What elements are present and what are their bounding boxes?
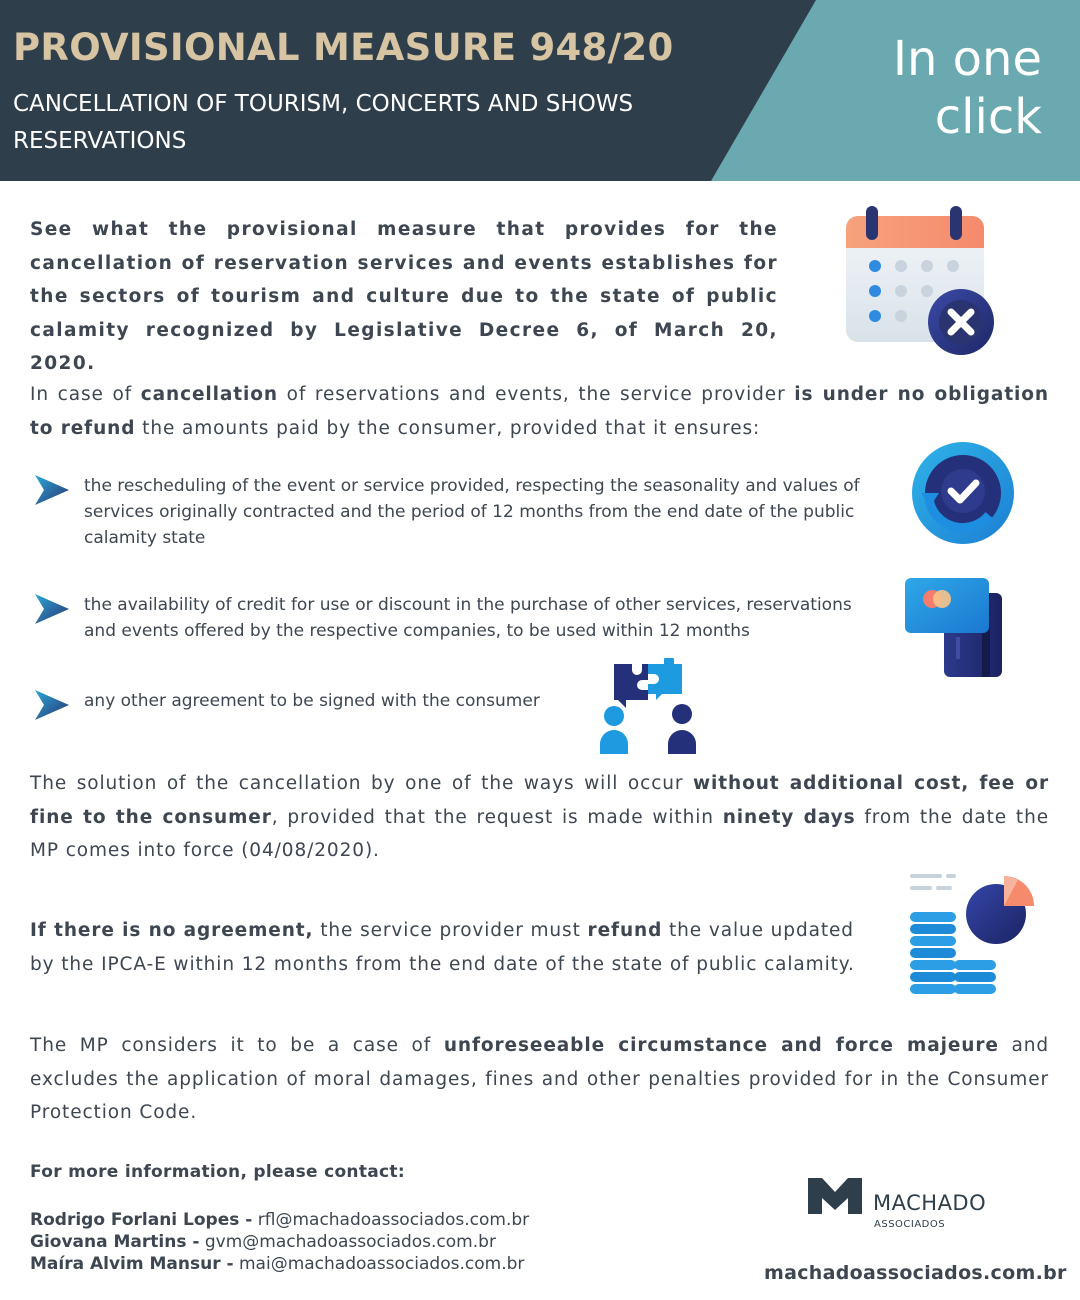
bold-run: unforeseeable circumstance and force majeure [443, 1035, 999, 1056]
text-run: the service provider must [313, 920, 588, 941]
text-run: the value updated by the IPCA-E within 12 months from the end date of the state of public calamity. [30, 920, 855, 975]
logo-name: MACHADO [873, 1191, 987, 1215]
chevron-right-icon [35, 594, 69, 624]
bullet-text: any other agreement to be signed with the consumer [84, 691, 540, 711]
refund-paragraph [30, 378, 1049, 445]
bold-run: If there is no agreement, [30, 920, 314, 941]
calendar-cancel-icon [840, 202, 1000, 360]
machado-logo-mark [808, 1178, 862, 1214]
bullet-text: the rescheduling of the event or service provided, respecting the seasonality and values of services originally contracted and the period of 12 months from the end date of the public calamity state [84, 476, 860, 548]
chevron-right-icon [35, 690, 69, 720]
bold-run: without additional cost, fee or fine to the consumer [30, 773, 1050, 828]
contact-name: Giovana Martins - [30, 1232, 200, 1252]
text-run: The MP considers it to be a case of [30, 1035, 444, 1056]
credit-card-icon [904, 577, 1004, 679]
contact-heading: For more information, please contact: [30, 1162, 405, 1182]
contact-row [30, 1231, 496, 1253]
text-run: from the date the MP comes into force (04/08/2020). [30, 806, 1049, 861]
tagline-line-2: click [934, 89, 1042, 145]
text-run: the amounts paid by the consumer, provided that it ensures: [135, 417, 761, 439]
bold-run: ninety days [722, 806, 856, 828]
tagline-line-1: In one [892, 31, 1042, 87]
contact-email[interactable]: mai@machadoassociados.com.br [239, 1254, 525, 1274]
tagline [802, 30, 1042, 146]
bold-run: cancellation [140, 384, 278, 405]
page-title: PROVISIONAL MEASURE 948/20 [13, 26, 674, 69]
no-agreement-paragraph [30, 914, 882, 981]
refresh-check-icon [911, 441, 1015, 545]
puzzle-people-icon [598, 658, 698, 754]
logo-subname: ASSOCIADOS [874, 1219, 946, 1230]
chevron-right-icon [35, 475, 69, 505]
text-run: and excludes the application of moral damages, fines and other penalties provided for in the Consumer Protection Code. [30, 1035, 1049, 1123]
intro-paragraph: See what the provisional measure that provides for the cancellation of reservation services and events establishes for the sectors of tourism and culture due to the state of public calamity recognized by Legislative Decree 6, of March 20, 2020. [30, 219, 778, 374]
cost-paragraph [30, 767, 1049, 868]
contact-email[interactable]: gvm@machadoassociados.com.br [204, 1232, 496, 1252]
page-subtitle: CANCELLATION OF TOURISM, CONCERTS AND SHOWS RESERVATIONS [13, 91, 634, 154]
text-run: In case of [30, 384, 141, 405]
contact-row [30, 1253, 524, 1275]
website-link[interactable]: machadoassociados.com.br [764, 1262, 1067, 1284]
bullet-text: the availability of credit for use or discount in the purchase of other services, reservations and events offered by the respective companies, to be used within 12 months [84, 595, 852, 641]
text-run: , provided that the request is made within [271, 806, 723, 828]
header-banner [0, 0, 1080, 181]
text-run: of reservations and events, the service provider [277, 384, 795, 405]
contact-row [30, 1209, 529, 1231]
contact-name: Maíra Alvim Mansur - [30, 1254, 234, 1274]
bold-run: is under no obligation to refund [30, 384, 1049, 439]
contact-name: Rodrigo Forlani Lopes - [30, 1210, 253, 1230]
text-run: The solution of the cancellation by one of the ways will occur [30, 773, 694, 794]
contact-email[interactable]: rfl@machadoassociados.com.br [257, 1210, 530, 1230]
coins-chart-icon [906, 872, 1038, 998]
bold-run: refund [587, 920, 663, 941]
force-majeure-paragraph [30, 1029, 1049, 1130]
